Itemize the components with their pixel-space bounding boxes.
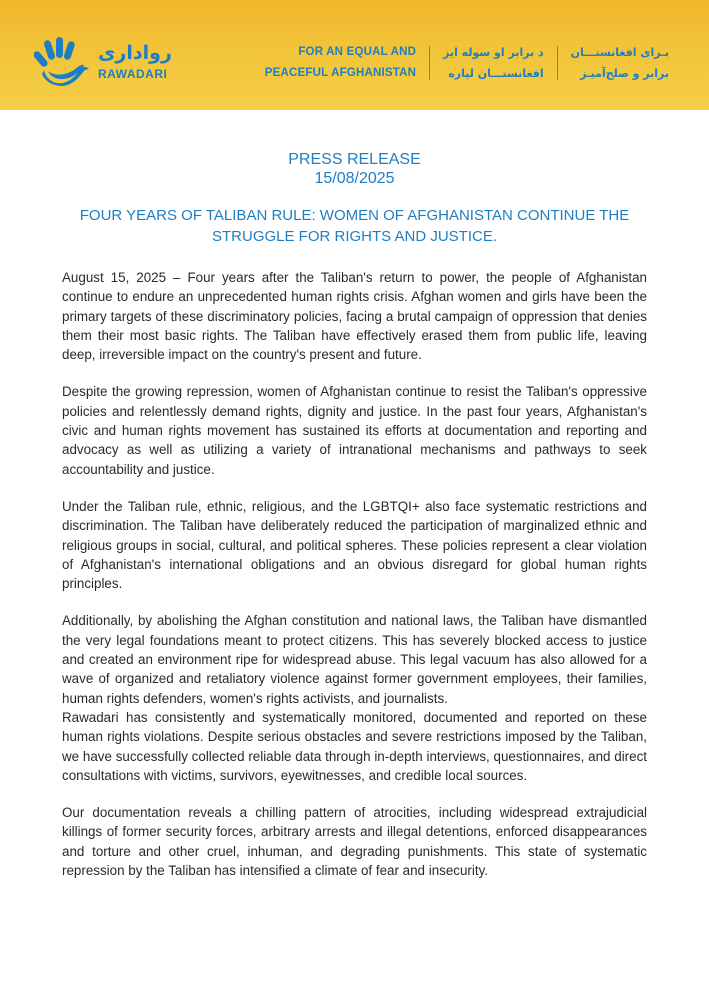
headline: FOUR YEARS OF TALIBAN RULE: WOMEN OF AFGHANISTAN CONTINUE THE STRUGGLE FOR RIGHTS AND JUSTICE. xyxy=(79,207,630,245)
paragraph: Despite the growing repression, women of Afghanistan continue to resist the Taliban's oppressive policies and relentlessly demand rights, dignity and justice. In the past four years, Afghanistan's civic and human rights movement has sustained its efforts at documentation and reporting and advocacy as well as utilizing a variety of intranational mechanisms and pathways to seek accountability and justice. xyxy=(62,384,647,477)
logo-english-text: RAWADARI xyxy=(98,67,168,81)
tagline-pashto: د برابر او سوله ایز افغانستـــان لپاره xyxy=(443,46,544,80)
paragraph: Under the Taliban rule, ethnic, religious, and the LGBTQI+ also face systematic restrictions and discrimination. The Taliban have deliberately reduced the participation of marginalized ethnic and religious groups in social, cultural, and political spheres. These policies represent a clear violation of Afghanistan's international obligations and an obvious disregard for global human rights principles. xyxy=(62,498,647,592)
press-release-body xyxy=(62,150,647,880)
rawadari-logo xyxy=(34,36,172,88)
paragraph: Additionally, by abolishing the Afghan constitution and national laws, the Taliban have dismantled the very legal foundations meant to protect citizens. This has severely blocked access to justice and created an environment ripe for widespread abuse. This legal vacuum has also allowed for a wave of organized and retaliatory violence against former government employees, their families, human rights defenders, women's rights activists, and journalists. xyxy=(62,613,647,706)
tagline xyxy=(265,42,669,84)
tagline-divider xyxy=(557,46,558,80)
paragraph: Our documentation reveals a chilling pattern of atrocities, including widespread extrajudicial killings of former security forces, arbitrary arrests and illegal detentions, enforced disappearances and torture and other cruel, inhuman, and degrading punishments. This state of systematic repression by the Taliban has intensified a climate of fear and insecurity. xyxy=(62,805,647,879)
tagline-dari: بـرای افغانستـــان برابر و صلح‌آمیـز xyxy=(570,46,669,80)
paragraph: Rawadari has consistently and systematically monitored, documented and reported on these human rights violations. Despite serious obstacles and severe restrictions imposed by the Taliban, we have successfully collected reliable data through in-depth interviews, questionnaires, and direct consultations with victims, survivors, eyewitnesses, and credible local sources. xyxy=(62,709,647,783)
letterhead xyxy=(0,0,709,110)
release-date: 15/08/2025 xyxy=(314,170,395,187)
hand-dove-icon xyxy=(34,36,94,88)
tagline-divider xyxy=(429,46,430,80)
document-type-label: PRESS RELEASE xyxy=(288,151,421,168)
tagline-english: FOR AN EQUAL AND PEACEFUL AFGHANISTAN xyxy=(264,46,417,79)
logo-persian-text: رواداری xyxy=(98,42,172,64)
paragraph: August 15, 2025 – Four years after the Taliban's return to power, the people of Afghanistan continue to endure an unprecedented human rights crisis. Afghan women and girls have been the primary targets of these discriminatory policies, facing a brutal campaign of oppression that denies them their most basic rights. The Taliban have effectively erased them from public life, leaving deep, irreversible impact on the country's present and future. xyxy=(62,270,647,363)
